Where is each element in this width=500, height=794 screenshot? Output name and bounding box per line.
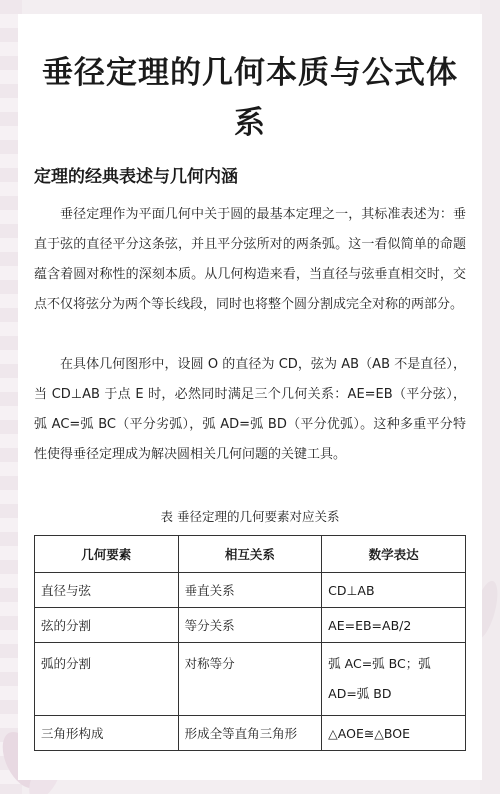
table-caption: 表 垂径定理的几何要素对应关系 xyxy=(160,509,340,524)
table-cell: 三角形构成 xyxy=(35,716,179,751)
table-cell: CD⊥AB xyxy=(322,573,466,608)
table-cell: 垂直关系 xyxy=(178,573,322,608)
table-cell: △AOE≅△BOE xyxy=(322,716,466,751)
table-cell: 弧 AC=弧 BC；弧 AD=弧 BD xyxy=(322,643,466,716)
table-row xyxy=(35,716,466,751)
table-cell: 直径与弦 xyxy=(35,573,179,608)
table-cell: 等分关系 xyxy=(178,608,322,643)
table-header-row xyxy=(35,536,466,573)
geometry-elements-table xyxy=(34,535,466,751)
table-cell: AE=EB=AB/2 xyxy=(322,608,466,643)
title-line-1: 垂径定理的几何本质与公式体 xyxy=(42,55,458,91)
table-cell: 弦的分割 xyxy=(35,608,179,643)
table-header: 几何要素 xyxy=(35,536,179,573)
table-row xyxy=(35,643,466,716)
paragraph-2: 在具体几何图形中，设圆 O 的直径为 CD，弦为 AB（AB 不是直径），当 CD⊥AB 于点 E 时，必然同时满足三个几何关系：AE=EB（平分弦），弧 AC=弧 BC（平分劣弧），弧 AD=弧 BD（平分优弧）。这种多重平分特性使得垂径定理成为解决圆相关几何问题的关键工具。 xyxy=(34,357,466,462)
table-header: 相互关系 xyxy=(178,536,322,573)
table-row xyxy=(35,608,466,643)
title-line-2: 系 xyxy=(234,105,266,141)
table-header: 数学表达 xyxy=(322,536,466,573)
table-cell: 弧的分割 xyxy=(35,643,179,716)
table-cell: 对称等分 xyxy=(178,643,322,716)
section-heading: 定理的经典表述与几何内涵 xyxy=(34,167,238,187)
table-cell: 形成全等直角三角形 xyxy=(178,716,322,751)
table-row xyxy=(35,573,466,608)
paragraph-1: 垂径定理作为平面几何中关于圆的最基本定理之一，其标准表述为：垂直于弦的直径平分这条弦，并且平分弦所对的两条弧。这一看似简单的命题蕴含着圆对称性的深刻本质。从几何构造来看，当直径与弦垂直相交时，交点不仅将弦分为两个等长线段，同时也将整个圆分割成完全对称的两部分。 xyxy=(34,207,466,312)
document-title xyxy=(0,48,500,148)
